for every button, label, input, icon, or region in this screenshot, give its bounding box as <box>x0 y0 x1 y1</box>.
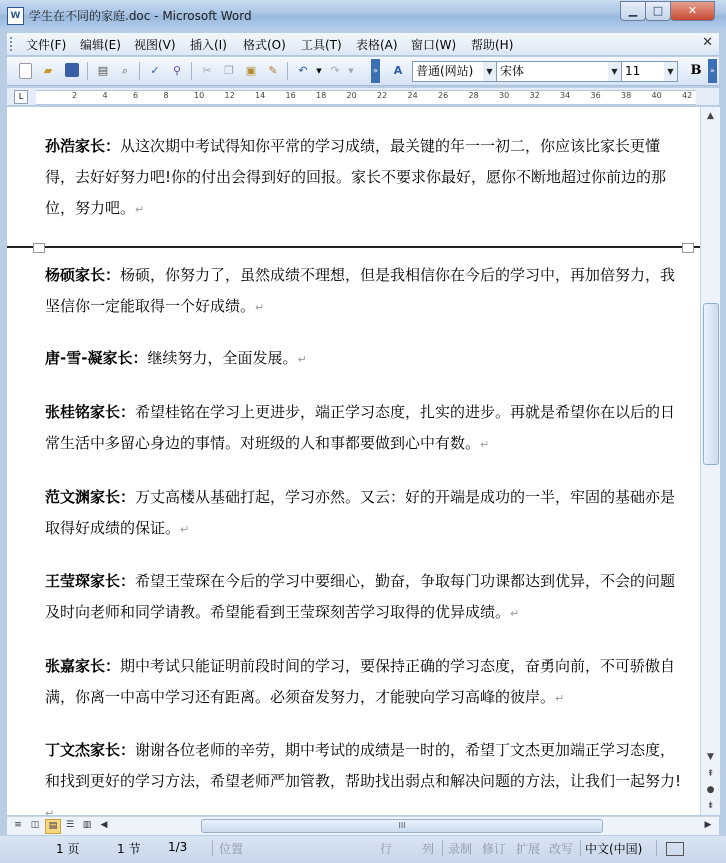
horizontal-scroll-thumb[interactable]: III <box>201 819 603 833</box>
menu-insert[interactable]: 插入(I) <box>190 38 227 52</box>
paragraph-mark: ↵ <box>510 607 520 620</box>
paragraph[interactable] <box>45 566 685 629</box>
ruler-tick-label: 40 <box>651 91 662 100</box>
document-page[interactable] <box>7 107 700 815</box>
cut-icon[interactable]: ✂ <box>202 64 212 77</box>
paragraph[interactable] <box>45 131 685 225</box>
ruler-row <box>7 88 719 105</box>
print-preview-icon[interactable]: ⌕ <box>121 64 129 77</box>
ruler-tick-label: 10 <box>194 91 205 100</box>
parent-name: 范文渊家长： <box>45 488 136 506</box>
select-browse-object-icon[interactable]: ● <box>706 785 715 795</box>
ruler-tick-label: 26 <box>438 91 449 100</box>
ruler-tick-label: 34 <box>560 91 571 100</box>
menu-table[interactable]: 表格(A) <box>356 38 398 52</box>
status-separator <box>580 840 581 856</box>
ruler-tick-label: 16 <box>285 91 296 100</box>
undo-icon[interactable]: ↶ <box>298 64 308 77</box>
status-position: 位置 <box>219 842 244 856</box>
research-icon[interactable]: ⚲ <box>172 64 182 77</box>
normal-view-icon[interactable]: ≡ <box>14 820 22 830</box>
status-column: 列 <box>422 842 435 856</box>
window-title: 学生在不同的家庭.doc - Microsoft Word <box>29 9 252 23</box>
spelling-status-icon[interactable] <box>666 842 684 856</box>
minimize-button[interactable]: ▁ <box>620 1 646 21</box>
toolbar-separator <box>287 62 288 80</box>
ruler-tick-label: 36 <box>590 91 601 100</box>
web-layout-view-icon[interactable]: ◫ <box>30 820 40 830</box>
vertical-scrollbar[interactable] <box>700 107 720 815</box>
paragraph[interactable] <box>45 260 685 323</box>
menu-bar <box>7 33 719 56</box>
ruler-tick-label: 24 <box>407 91 418 100</box>
style-combo[interactable] <box>412 61 497 82</box>
ruler-tick-label: 8 <box>163 91 169 100</box>
maximize-button[interactable]: □ <box>645 1 671 21</box>
status-line: 行 <box>380 842 393 856</box>
bold-button[interactable]: B <box>690 63 702 78</box>
menu-file[interactable]: 文件(F) <box>26 38 67 52</box>
toolbar-options-icon[interactable]: » <box>371 59 380 83</box>
parent-name: 张嘉家长： <box>45 657 121 675</box>
doc-close-icon[interactable]: ✕ <box>702 35 713 50</box>
comment-text: 继续努力，全面发展。 <box>147 349 298 367</box>
font-size-combo[interactable] <box>621 61 678 82</box>
paragraph[interactable] <box>45 735 685 815</box>
menu-window[interactable]: 窗口(W) <box>411 38 457 52</box>
scroll-right-icon[interactable]: ▶ <box>704 820 712 830</box>
comment-text: 希望桂铭在学习上更进步，端正学习态度，扎实的进步。再就是希望你在以后的日常生活中多留心身边的事情。对班级的人和事都要做到心中有数。 <box>45 403 676 452</box>
parent-name: 唐-雪-凝家长： <box>45 349 148 367</box>
status-separator <box>212 840 213 856</box>
status-page: 1 页 <box>56 842 80 856</box>
print-icon[interactable]: ▤ <box>97 64 109 77</box>
parent-name: 王莹琛家长： <box>45 572 136 590</box>
menu-format[interactable]: 格式(O) <box>243 38 286 52</box>
status-separator <box>442 840 443 856</box>
format-painter-icon[interactable]: ✎ <box>268 64 278 77</box>
paragraph[interactable] <box>45 343 685 375</box>
ruler-tick-label: 38 <box>621 91 632 100</box>
paragraph-mark: ↵ <box>297 353 307 366</box>
toolbar <box>7 57 719 86</box>
font-combo[interactable] <box>496 61 622 82</box>
outline-view-icon[interactable]: ☰ <box>65 820 75 830</box>
scroll-down-icon[interactable]: ▼ <box>707 752 714 762</box>
scroll-left-icon[interactable]: ◀ <box>100 820 108 830</box>
new-document-icon[interactable] <box>19 63 32 79</box>
ruler-tick-label: 22 <box>377 91 388 100</box>
paragraph-mark: ↵ <box>480 438 490 451</box>
title-bar <box>0 0 726 30</box>
paragraph-mark: ↵ <box>255 301 265 314</box>
paragraph-mark: ↵ <box>555 692 565 705</box>
undo-dropdown-icon[interactable]: ▼ <box>316 67 322 75</box>
open-folder-icon[interactable]: ▰ <box>43 64 53 77</box>
scroll-up-icon[interactable]: ▲ <box>707 111 714 121</box>
status-section: 1 节 <box>117 842 141 856</box>
tab-selector-icon[interactable]: L <box>14 90 28 104</box>
chevron-down-icon[interactable]: ▼ <box>483 62 496 81</box>
page-corner-marker <box>682 243 694 253</box>
comment-text: 谢谢各位老师的辛劳，期中考试的成绩是一时的，希望丁文杰更加端正学习态度，和找到更好的学习方法，希望老师严加管教，帮助找出弱点和解决问题的方法，让我们一起努力! <box>45 741 682 790</box>
status-separator <box>656 840 657 856</box>
ruler-tick-label: 2 <box>72 91 78 100</box>
ruler-tick-label: 4 <box>102 91 108 100</box>
paragraph-mark: ↵ <box>180 523 190 536</box>
status-bar <box>0 836 726 863</box>
paragraph-mark: ↵ <box>135 203 145 216</box>
ruler-tick-label: 18 <box>316 91 327 100</box>
ruler-tick-label: 30 <box>499 91 510 100</box>
vertical-scroll-thumb[interactable] <box>703 303 719 465</box>
parent-name: 杨硕家长： <box>45 266 121 284</box>
comment-text: 从这次期中考试得知你平常的学习成绩，最关键的年一一初二，你应该比家长更懂得，去好好努力吧!你的付出会得到好的回报。家长不要求你最好，愿你不断地超过你前边的那位，努力吧。 <box>45 137 667 217</box>
menu-edit[interactable]: 编辑(E) <box>80 38 121 52</box>
menu-grip[interactable] <box>10 37 15 51</box>
status-language: 中文(中国) <box>585 842 643 856</box>
toolbar-options-icon[interactable]: » <box>708 59 717 83</box>
status-pages: 1/3 <box>168 840 188 854</box>
redo-dropdown-icon[interactable]: ▼ <box>348 67 354 75</box>
paragraph[interactable] <box>45 397 685 460</box>
ruler-tick-label: 14 <box>255 91 266 100</box>
comment-text: 希望王莹琛在今后的学习中要细心，勤奋，争取每门功课都达到优异，不会的问题及时向老师和同学请教。希望能看到王莹琛刻苦学习取得的优异成绩。 <box>45 572 676 621</box>
chevron-down-icon[interactable]: ▼ <box>608 62 621 81</box>
toolbar-separator <box>139 62 140 80</box>
chevron-down-icon[interactable]: ▼ <box>664 62 677 81</box>
style-value: 普通(网站) <box>416 64 474 78</box>
next-page-icon[interactable]: ⇟ <box>706 801 715 811</box>
ruler-tick-label: 32 <box>529 91 540 100</box>
parent-name: 孙浩家长： <box>45 137 121 155</box>
close-window-button[interactable]: ✕ <box>670 1 715 21</box>
print-layout-view-icon[interactable]: ▤ <box>45 819 61 834</box>
comment-text: 万丈高楼从基础打起，学习亦然。又云：好的开端是成功的一半，牢固的基础亦是取得好成绩的保证。 <box>45 488 676 537</box>
redo-icon[interactable]: ↷ <box>330 64 340 77</box>
toolbar-separator <box>191 62 192 80</box>
horizontal-scrollbar[interactable] <box>7 816 719 835</box>
reading-layout-view-icon[interactable]: ▥ <box>82 820 92 830</box>
ruler-tick-label: 20 <box>346 91 357 100</box>
horizontal-ruler[interactable] <box>36 90 696 105</box>
ruler-tick-label: 28 <box>468 91 479 100</box>
styles-formatting-icon[interactable]: A <box>393 64 403 77</box>
comment-text: 杨硕，你努力了，虽然成绩不理想，但是我相信你在今后的学习中，再加倍努力，我坚信你一定能取得一个好成绩。 <box>45 266 676 315</box>
ruler-tick-label: 42 <box>682 91 693 100</box>
page-separator-line <box>7 246 700 248</box>
page-corner-marker <box>33 243 45 253</box>
status-extend[interactable]: 扩展 <box>516 842 541 856</box>
paragraph[interactable] <box>45 651 685 714</box>
font-size-value: 11 <box>625 64 641 78</box>
status-record[interactable]: 录制 <box>448 842 473 856</box>
parent-name: 丁文杰家长： <box>45 741 136 759</box>
toolbar-separator <box>87 62 88 80</box>
font-value: 宋体 <box>500 64 525 78</box>
save-icon[interactable] <box>65 63 79 77</box>
spelling-icon[interactable]: ✓ <box>150 64 160 77</box>
comment-text: 期中考试只能证明前段时间的学习，要保持正确的学习态度，奋勇向前，不可骄傲自满，你离一中高中学习还有距离。必须奋发努力，才能驶向学习高峰的彼岸。 <box>45 657 676 706</box>
copy-icon[interactable]: ❐ <box>224 64 234 77</box>
paste-icon[interactable]: ▣ <box>245 64 257 77</box>
ruler-tick-label: 12 <box>224 91 235 100</box>
menu-view[interactable]: 视图(V) <box>134 38 176 52</box>
menu-help[interactable]: 帮助(H) <box>471 38 514 52</box>
word-app-icon[interactable]: W <box>7 7 24 25</box>
paragraph-mark: ↵ <box>45 807 55 815</box>
parent-name: 张桂铭家长： <box>45 403 136 421</box>
page-break <box>7 245 700 255</box>
ruler-tick-label: 6 <box>133 91 139 100</box>
previous-page-icon[interactable]: ⇞ <box>706 769 715 779</box>
menu-tools[interactable]: 工具(T) <box>301 38 342 52</box>
status-track-changes[interactable]: 修订 <box>482 842 507 856</box>
paragraph[interactable] <box>45 482 685 545</box>
status-overtype[interactable]: 改写 <box>549 842 574 856</box>
